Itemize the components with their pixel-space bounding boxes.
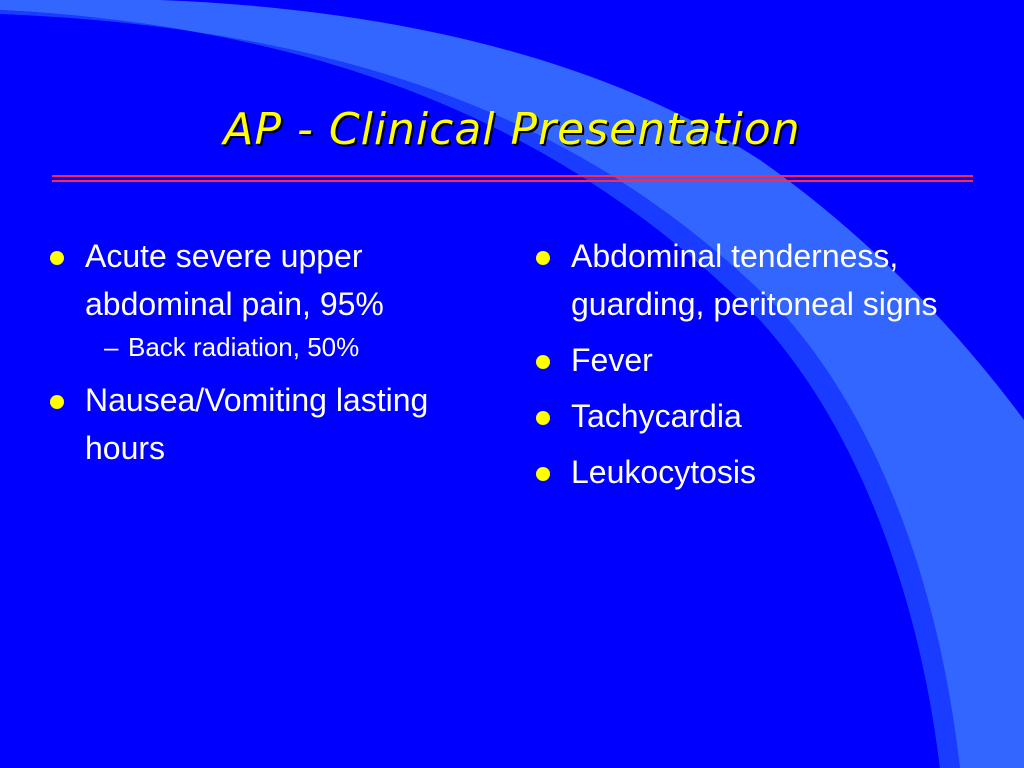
list-item bbox=[528, 392, 998, 440]
list-item-text: Acute severe upper abdominal pain, 95% bbox=[85, 238, 384, 322]
list-item bbox=[528, 232, 998, 328]
list-item bbox=[42, 232, 482, 328]
list-item bbox=[528, 336, 998, 384]
bullet-icon bbox=[50, 395, 64, 409]
list-item-text: Fever bbox=[571, 342, 653, 378]
list-item-text: Tachycardia bbox=[571, 398, 742, 434]
slide-title: AP - Clinical Presentation bbox=[223, 104, 801, 155]
bullet-icon bbox=[50, 251, 64, 265]
list-item-text: Nausea/Vomiting lasting hours bbox=[85, 382, 429, 466]
left-column bbox=[42, 232, 482, 480]
title-rule-top bbox=[52, 175, 973, 177]
right-column bbox=[528, 232, 998, 504]
list-item bbox=[42, 376, 482, 472]
bullet-icon bbox=[536, 251, 550, 265]
title-rule-bottom bbox=[52, 180, 973, 182]
list-item-text: Abdominal tenderness, guarding, peritoneal signs bbox=[571, 238, 938, 322]
list-item-text: Leukocytosis bbox=[571, 454, 756, 490]
sub-list-item-text: Back radiation, 50% bbox=[128, 332, 360, 362]
bullet-icon bbox=[536, 467, 550, 481]
bullet-icon bbox=[536, 411, 550, 425]
bullet-icon bbox=[536, 355, 550, 369]
dash-marker: – bbox=[104, 332, 119, 362]
list-item bbox=[528, 448, 998, 496]
sub-list-item bbox=[42, 330, 482, 364]
